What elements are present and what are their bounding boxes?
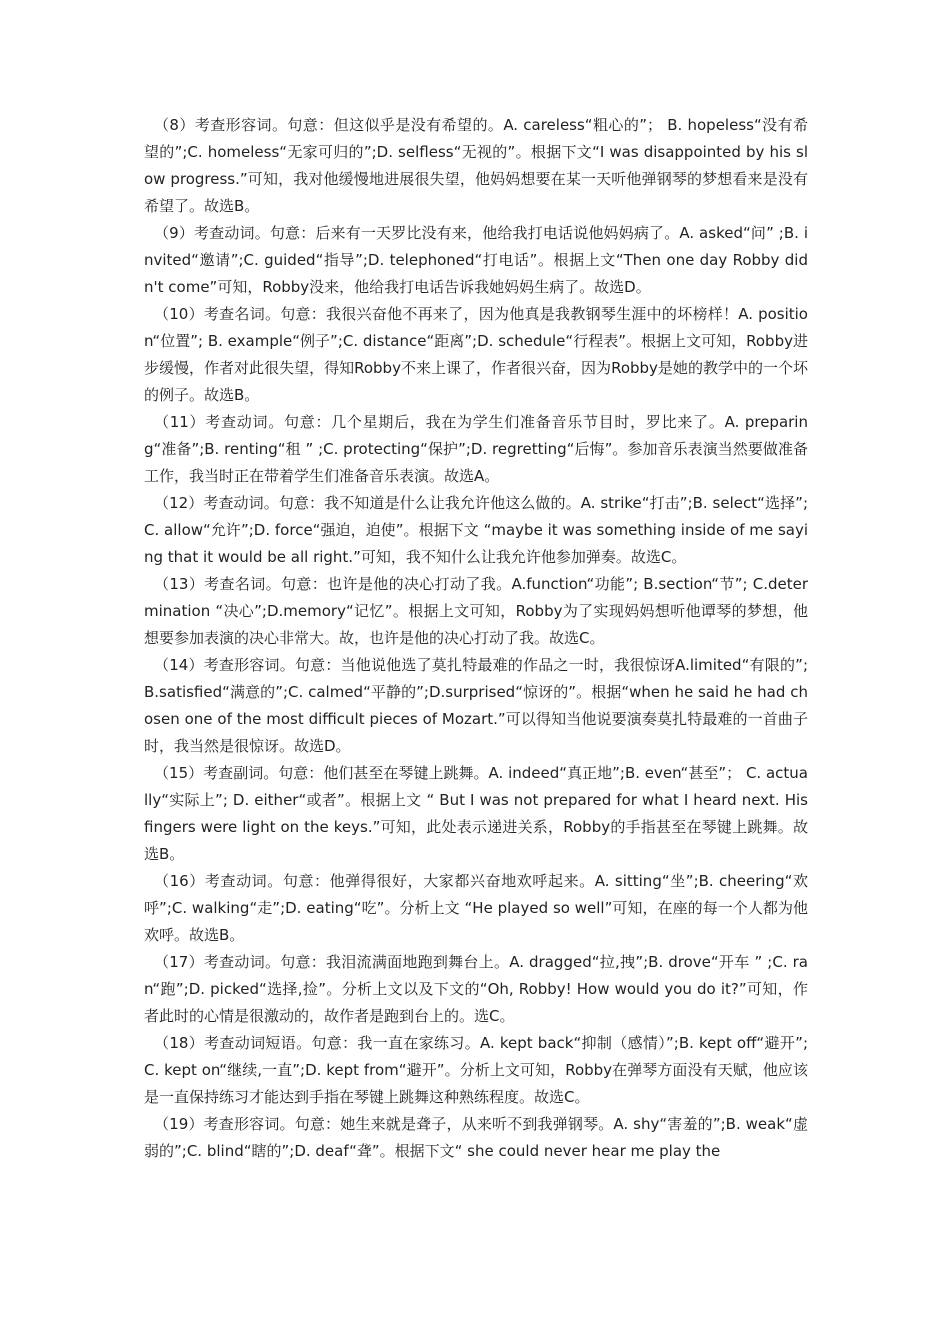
explanation-11: （11）考查动词。句意：几个星期后，我在为学生们准备音乐节目时，罗比来了。A. preparing“准备”;B. renting“租 ” ;C. protecting“保护”;D. regretting“后悔”。参加音乐表演当然要做准备工作，我当时正在带着学生们准备音乐表演。故选A。 — [144, 413, 808, 485]
explanation-18: （18）考查动词短语。句意：我一直在家练习。A. kept back“抑制（感情）”;B. kept off“避开”;C. kept on“继续,一直”;D. kept from“避开”。分析上文可知，Robby在弹琴方面没有天赋，他应该是一直保持练习才能达到手指在琴键上跳舞这种熟练程度。故选C。 — [144, 1034, 808, 1106]
explanation-8: （8）考查形容词。句意：但这似乎是没有希望的。A. careless“粗心的”； B. hopeless“没有希望的”;C. homeless“无家可归的”;D. selfless“无视的”。根据下文“I was disappointed by his slow progress.”可知，我对他缓慢地进展很失望，他妈妈想要在某一天听他弹钢琴的梦想看来是没有希望了。故选B。 — [144, 116, 808, 215]
explanation-17: （17）考查动词。句意：我泪流满面地跑到舞台上。A. dragged“拉,拽”;B. drove“开车 ” ;C. ran“跑”;D. picked“选择,捡”。分析上文以及下文的“Oh, Robby! How would you do it?”可知，作者此时的心情是很激动的，故作者是跑到台上的。选C。 — [144, 953, 808, 1025]
explanation-12: （12）考查动词。句意：我不知道是什么让我允许他这么做的。A. strike“打击”;B. select“选择”;C. allow“允许”;D. force“强迫，迫使”。根据下文 “maybe it was something inside of me saying that it would be all right.”可知，我不知什么让我允许他参加弹奏。故选C。 — [144, 494, 808, 566]
explanation-16: （16）考查动词。句意：他弹得很好，大家都兴奋地欢呼起来。A. sitting“坐”;B. cheering“欢呼”;C. walking“走”;D. eating“吃”。分析上文 “He played so well”可知，在座的每一个人都为他欢呼。故选B。 — [144, 872, 808, 944]
answer-explanations — [144, 112, 808, 1165]
explanation-13: （13）考查名词。句意：也许是他的决心打动了我。A.function“功能”; B.section“节”; C.determination “决心”;D.memory“记忆”。根据上文可知，Robby为了实现妈妈想听他谭琴的梦想，他想要参加表演的决心非常大。故，也许是他的决心打动了我。故选C。 — [144, 575, 808, 647]
explanation-19: （19）考查形容词。句意：她生来就是聋子，从来听不到我弹钢琴。A. shy“害羞的”;B. weak“虚弱的”;C. blind“瞎的”;D. deaf“聋”。根据下文“ she could never hear me play the — [144, 1115, 808, 1160]
explanation-10: （10）考查名词。句意：我很兴奋他不再来了，因为他真是我教钢琴生涯中的坏榜样！A. position“位置”; B. example“例子”;C. distance“距离”;D. schedule“行程表”。根据上文可知，Robby进步缓慢，作者对此很失望，得知Robby不来上课了，作者很兴奋，因为Robby是她的教学中的一个坏的例子。故选B。 — [144, 305, 808, 404]
explanation-9: （9）考查动词。句意：后来有一天罗比没有来，他给我打电话说他妈妈病了。A. asked“问” ;B. invited“邀请”;C. guided“指导”;D. telephoned“打电话”。根据上文“Then one day Robby didn't come”可知，Robby没来，他给我打电话告诉我她妈妈生病了。故选D。 — [144, 224, 808, 296]
explanation-14: （14）考查形容词。句意：当他说他选了莫扎特最难的作品之一时，我很惊讶A.limited“有限的”;B.satisfied“满意的”;C. calmed“平静的”;D.surprised“惊讶的”。根据“when he said he had chosen one of the most difficult pieces of Mozart.”可以得知当他说要演奏莫扎特最难的一首曲子时，我当然是很惊讶。故选D。 — [144, 656, 808, 755]
explanation-15: （15）考查副词。句意：他们甚至在琴键上跳舞。A. indeed“真正地”;B. even“甚至”； C. actually“实际上”; D. either“或者”。根据上文 “ But I was not prepared for what I heard next. His fingers were light on the keys.”可知，此处表示递进关系，Robby的手指甚至在琴键上跳舞。故选B。 — [144, 764, 808, 863]
